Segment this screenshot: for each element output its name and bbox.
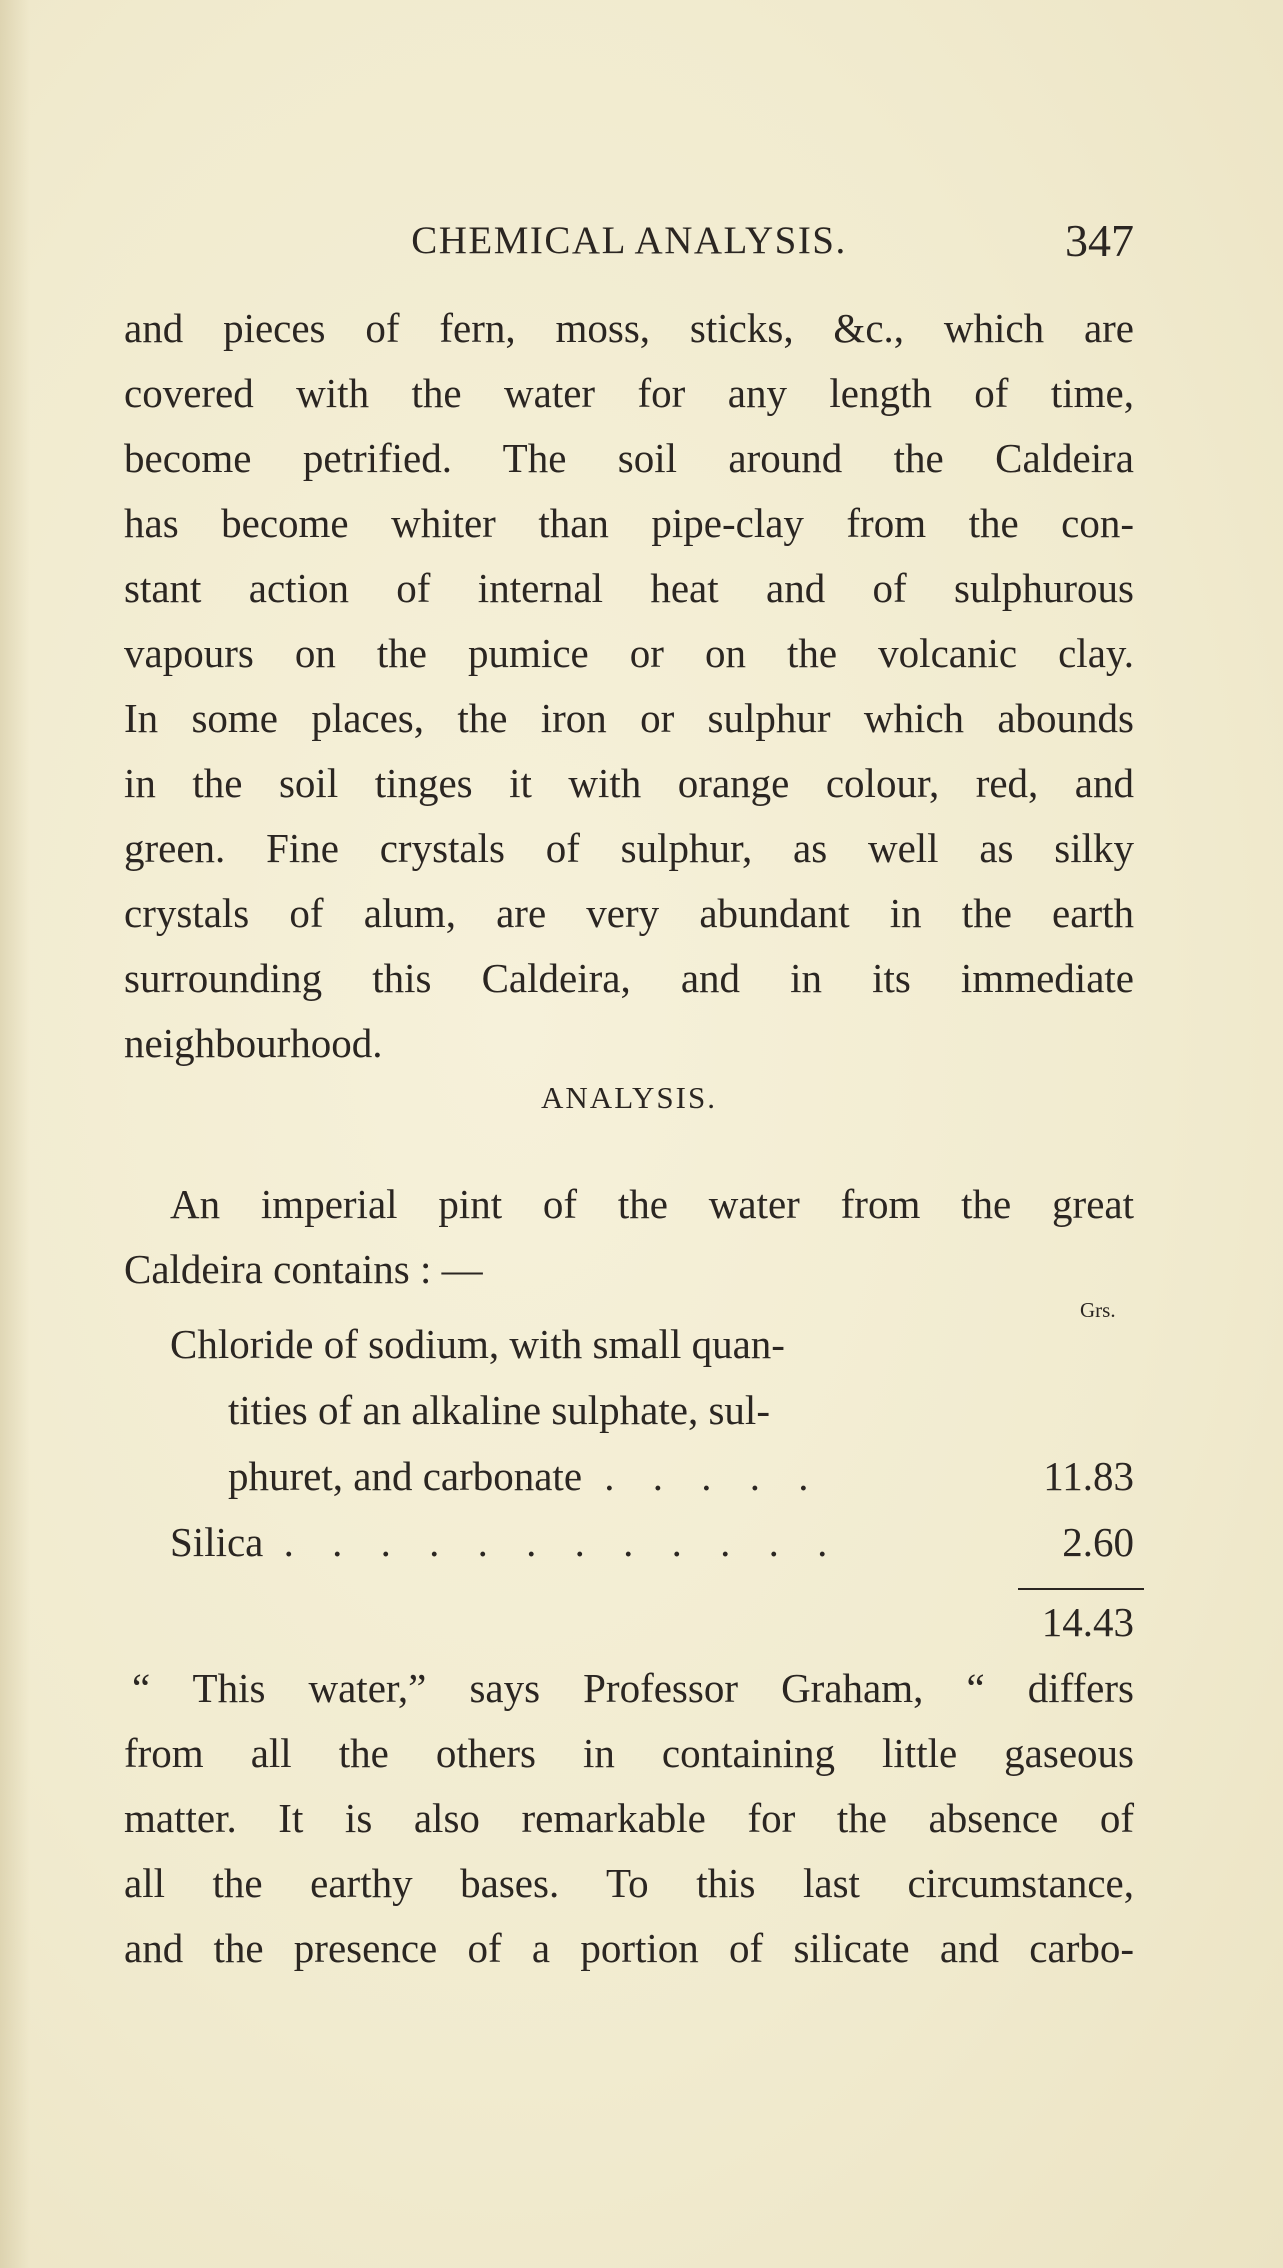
- table-row-line: [170, 1320, 1134, 1386]
- row-value: 2.60: [1062, 1519, 1134, 1565]
- paragraph-2: [124, 1656, 1134, 1981]
- text-line: and pieces of fern, moss, sticks, &c., which are: [124, 305, 1134, 351]
- text-line: In some places, the iron or sulphur which abounds: [124, 695, 1134, 741]
- text-line: covered with the water for any length of time,: [124, 370, 1134, 416]
- total-rule: [1018, 1588, 1144, 1590]
- text-line: Caldeira contains : —: [124, 1246, 483, 1292]
- text-line: crystals of alum, are very abundant in the earth: [124, 890, 1134, 936]
- text-line: has become whiter than pipe-clay from the con-: [124, 500, 1134, 546]
- row-label: Chloride of sodium, with small quan-: [170, 1321, 785, 1367]
- text-line: stant action of internal heat and of sulphurous: [124, 565, 1134, 611]
- text-line: all the earthy bases. To this last circumstance,: [124, 1860, 1134, 1906]
- text-line: become petrified. The soil around the Caldeira: [124, 435, 1134, 481]
- text-line: neighbourhood.: [124, 1020, 383, 1066]
- dot-leader: . . . . . . . . . . . .: [283, 1519, 842, 1565]
- row-value: 11.83: [1043, 1453, 1134, 1499]
- table-row-line: [170, 1386, 1134, 1452]
- text-line: An imperial pint of the water from the great: [170, 1181, 1134, 1227]
- running-head: [124, 214, 1134, 274]
- row-label: tities of an alkaline sulphate, sul-: [228, 1387, 770, 1433]
- page-number: 347: [1065, 215, 1134, 266]
- text-line: surrounding this Caldeira, and in its immediate: [124, 955, 1134, 1001]
- text-line: matter. It is also remarkable for the absence of: [124, 1795, 1134, 1841]
- row-label-with-leader: [228, 1452, 823, 1500]
- row-label: Silica: [170, 1519, 264, 1565]
- text-line: green. Fine crystals of sulphur, as well as silky: [124, 825, 1134, 871]
- running-title: CHEMICAL ANALYSIS.: [411, 219, 847, 262]
- page-gutter-shadow: [0, 0, 30, 2268]
- dot-leader: . . . . .: [604, 1453, 823, 1499]
- analysis-heading: ANALYSIS.: [541, 1080, 717, 1115]
- paragraph-1: [124, 296, 1134, 1076]
- text-line: and the presence of a portion of silicate and carbo-: [124, 1925, 1134, 1971]
- text-line: from all the others in containing little gaseous: [124, 1730, 1134, 1776]
- text-line: vapours on the pumice or on the volcanic clay.: [124, 630, 1134, 676]
- grains-unit-label: Grs.: [1080, 1298, 1116, 1322]
- row-label-with-leader: [170, 1518, 841, 1566]
- table-row-line: [170, 1452, 1134, 1518]
- table-row-line: [170, 1518, 1134, 1584]
- total-value: 14.43: [1041, 1599, 1134, 1645]
- row-label: phuret, and carbonate: [228, 1453, 583, 1499]
- analysis-table: [170, 1320, 1134, 1584]
- text-line: in the soil tinges it with orange colour, red, and: [124, 760, 1134, 806]
- text-line: “ This water,” says Professor Graham, “ differs: [132, 1665, 1134, 1711]
- analysis-intro: [124, 1172, 1134, 1302]
